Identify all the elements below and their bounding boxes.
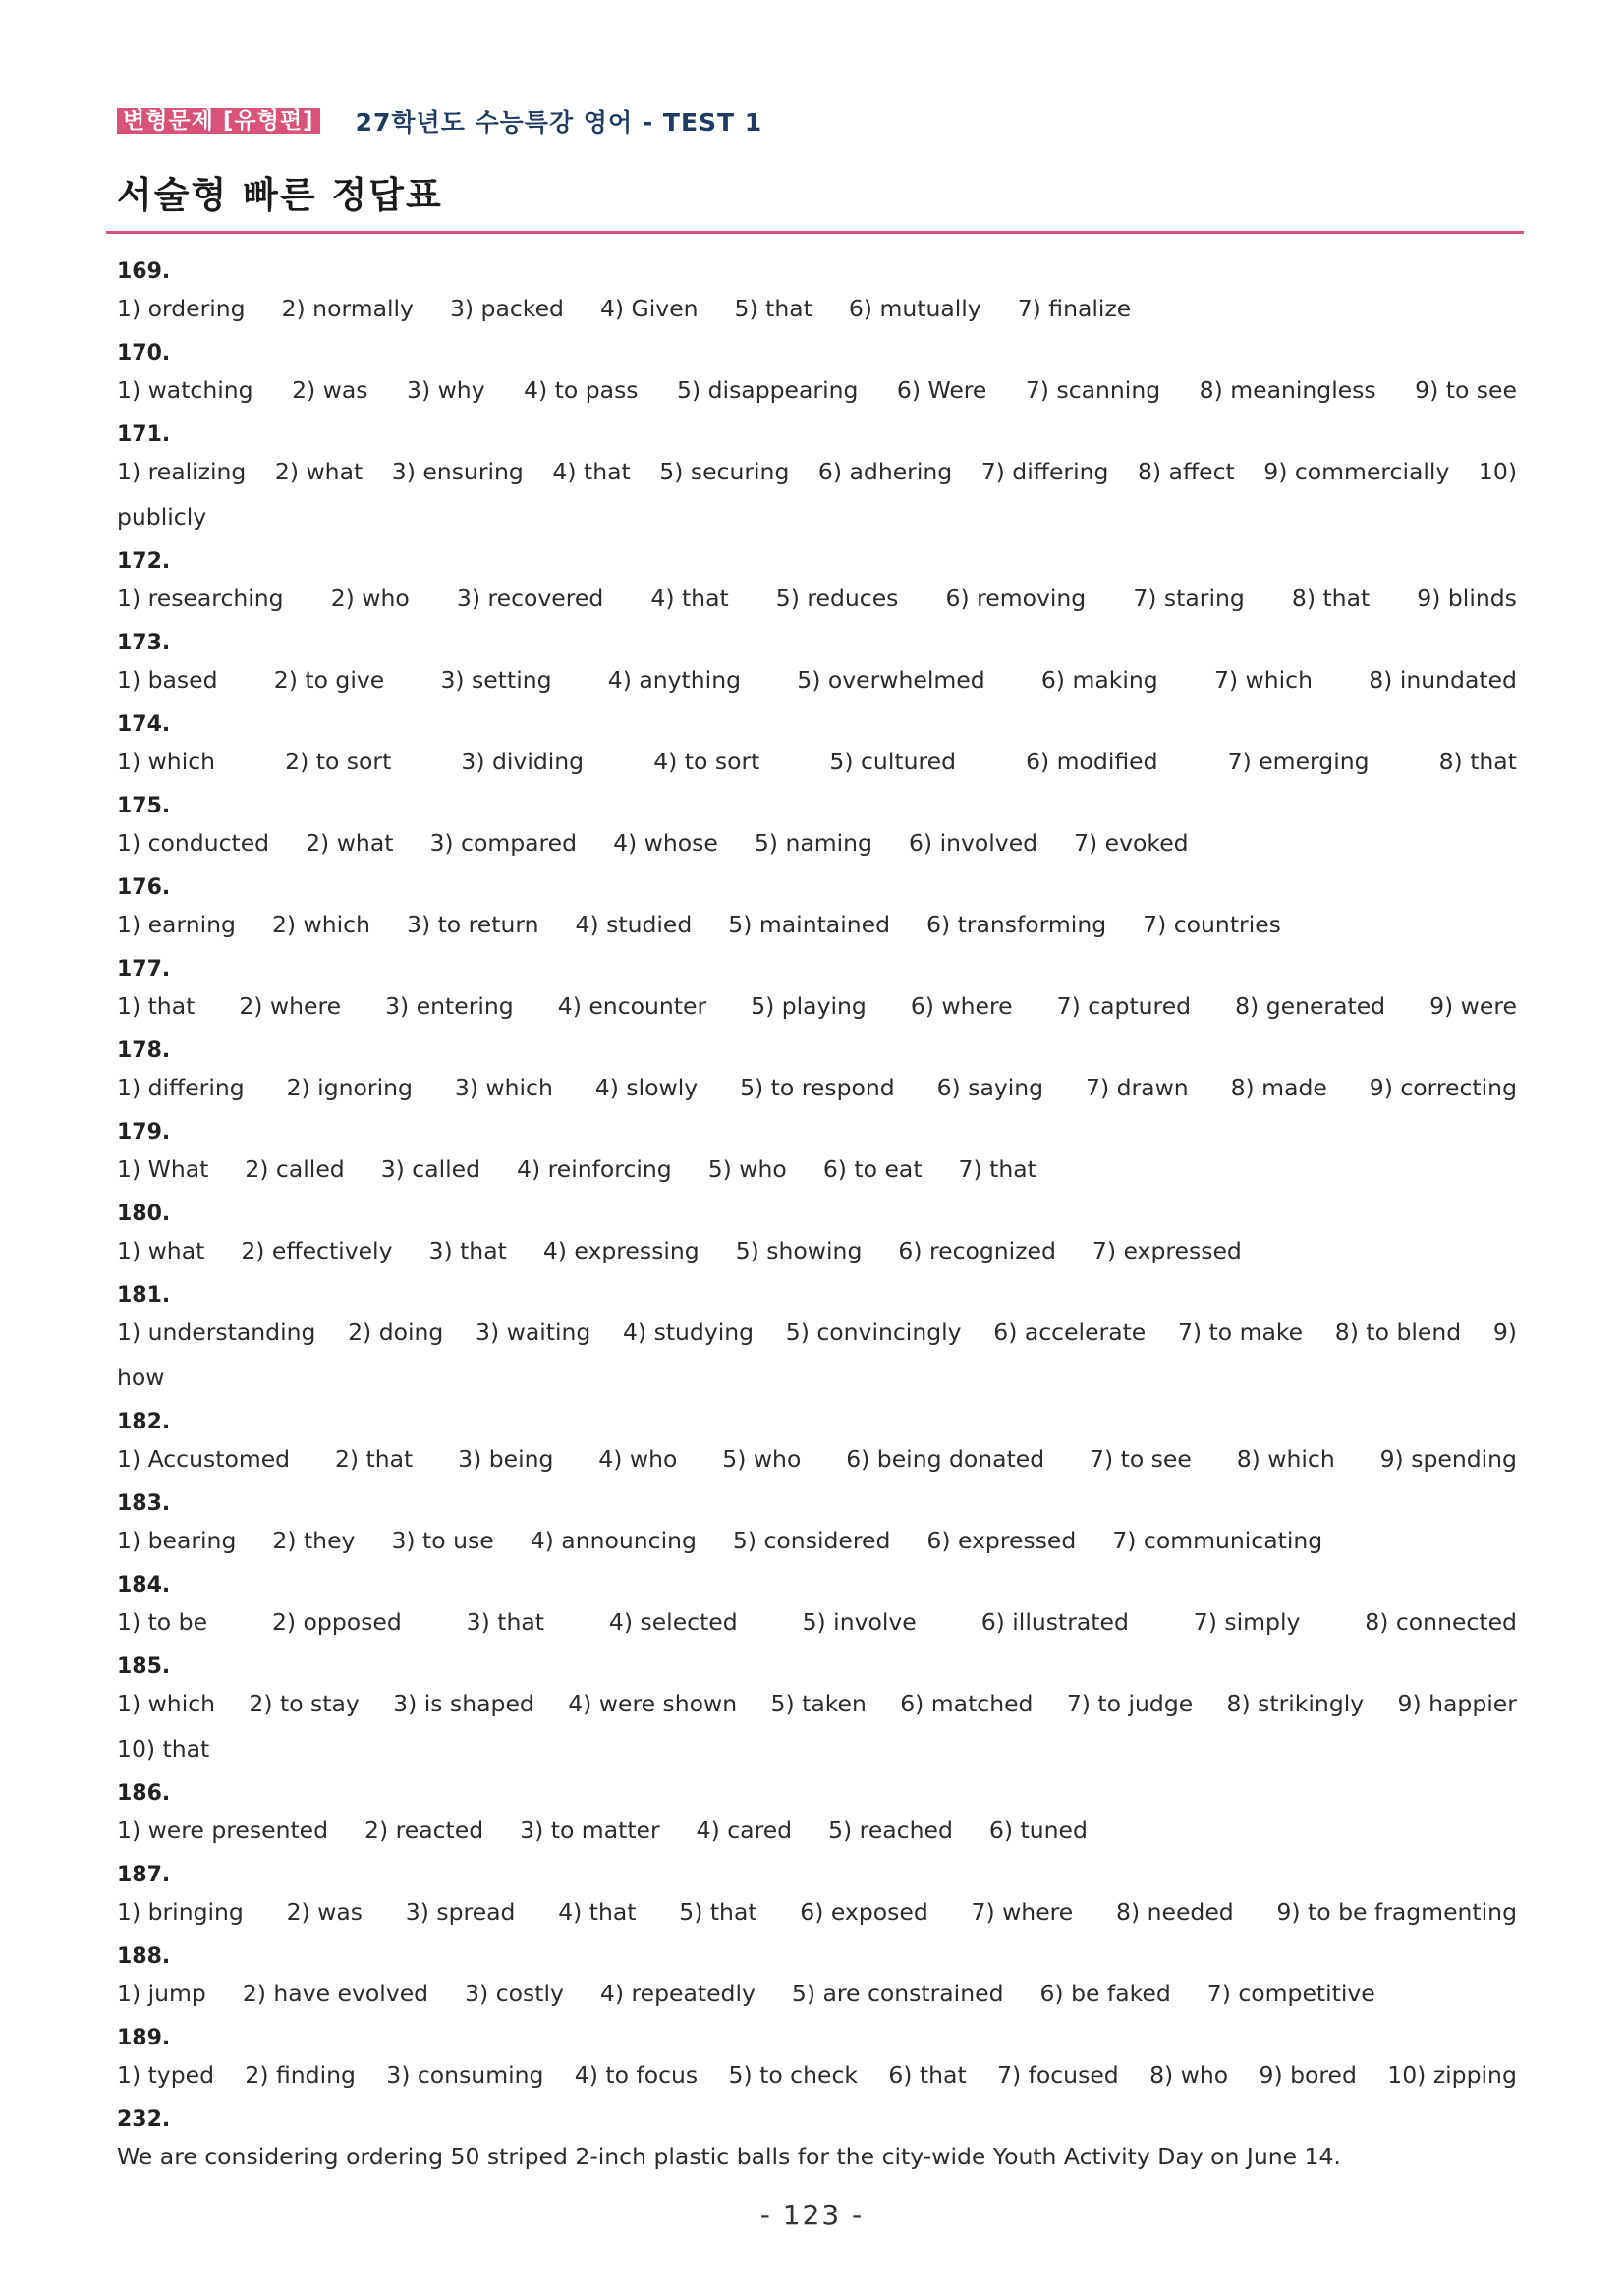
answer-item: 3) setting	[440, 666, 552, 694]
answer-item: 1) researching	[117, 585, 284, 612]
header-title: 27학년도 수능특강 영어 - TEST 1	[355, 108, 763, 137]
answer-item: 7) to judge	[1066, 1690, 1194, 1717]
answer-line	[117, 449, 1517, 494]
answer-item: 8) made	[1230, 1074, 1327, 1101]
answer-item: 6) saying	[936, 1074, 1044, 1101]
answer-item: 3) to matter	[520, 1817, 660, 1844]
answer-item: 3) waiting	[476, 1318, 591, 1346]
answer-item: 5) are constrained	[791, 1980, 1004, 2007]
question-number: 172.	[117, 549, 171, 574]
answer-item: 3) to use	[391, 1527, 494, 1554]
answer-item: 5) to respond	[740, 1074, 895, 1101]
answer-item: 9) spending	[1379, 1445, 1517, 1473]
answer-item: 8) that	[1438, 748, 1517, 775]
answer-item: 5) overwhelmed	[797, 666, 985, 694]
answer-entry	[117, 1119, 1517, 1192]
answer-item: 2) to give	[273, 666, 385, 694]
answer-item: 3) packed	[449, 295, 564, 322]
answer-item: 7) to see	[1090, 1445, 1192, 1473]
answer-item: 8) affect	[1137, 458, 1235, 485]
answer-item: 8) generated	[1235, 992, 1386, 1020]
answer-item: 2) finding	[245, 2061, 356, 2089]
answer-item: 8) inundated	[1369, 666, 1517, 694]
answer-item: 6) exposed	[800, 1898, 928, 1926]
answer-item: 7) scanning	[1025, 376, 1161, 404]
answer-item: 2) was	[286, 1898, 364, 1926]
question-number: 173.	[117, 631, 171, 655]
answer-entry	[117, 1201, 1517, 1273]
answer-item: 4) anything	[607, 666, 742, 694]
answer-entry	[117, 874, 1517, 947]
answer-item: 6) being donated	[846, 1445, 1045, 1473]
answer-item: 2) to stay	[249, 1690, 360, 1717]
question-number: 181.	[117, 1283, 171, 1308]
answer-item: 9) correcting	[1369, 1074, 1517, 1101]
answer-entry	[117, 2025, 1517, 2098]
answer-item: 7) which	[1213, 666, 1313, 694]
answer-list	[117, 258, 1517, 2188]
answer-line	[117, 1518, 1517, 1563]
answer-item: 7) expressed	[1092, 1237, 1242, 1264]
answer-item: 6) where	[910, 992, 1013, 1020]
answer-item: 3) recovered	[456, 585, 604, 612]
answer-line	[117, 657, 1517, 702]
answer-item: 7) staring	[1133, 585, 1245, 612]
answer-item: 4) that	[558, 1898, 637, 1926]
answer-item: 4) slowly	[594, 1074, 699, 1101]
answer-item: 6) modified	[1026, 748, 1158, 775]
answer-item: 4) that	[552, 458, 631, 485]
answer-item: 1) Accustomed	[117, 1445, 291, 1473]
answer-item: 5) taken	[770, 1690, 867, 1717]
answer-item: 7) competitive	[1206, 1980, 1375, 2007]
answer-item: 8) who	[1149, 2061, 1229, 2089]
answer-item: how	[117, 1364, 165, 1391]
answer-item: 9) to see	[1415, 376, 1517, 404]
answer-item: 7) communicating	[1112, 1527, 1323, 1554]
question-number: 185.	[117, 1654, 171, 1679]
answer-item: 2) called	[245, 1155, 345, 1183]
answer-item: 4) studied	[575, 911, 693, 938]
answer-item: 1) to be	[117, 1608, 208, 1636]
question-number: 232.	[117, 2107, 171, 2132]
answer-item: 7) emerging	[1227, 748, 1370, 775]
answer-item: 6) involved	[908, 829, 1038, 857]
answer-entry	[117, 340, 1517, 413]
answer-item: 6) recognized	[898, 1237, 1056, 1264]
answer-item: 4) to pass	[524, 376, 639, 404]
answer-item: 2) to sort	[285, 748, 392, 775]
answer-line	[117, 367, 1517, 413]
question-number: 182.	[117, 1410, 171, 1434]
question-number: 177.	[117, 957, 171, 981]
answer-line	[117, 1436, 1517, 1482]
answer-item: 6) mutually	[848, 295, 981, 322]
answer-item: 7) captured	[1056, 992, 1192, 1020]
answer-item: 2) normally	[281, 295, 414, 322]
answer-item: 10) that	[117, 1735, 210, 1763]
answer-item: 7) that	[958, 1155, 1036, 1183]
answer-item: 6) matched	[900, 1690, 1034, 1717]
answer-line	[117, 1310, 1517, 1355]
answer-item: 1) were presented	[117, 1817, 329, 1844]
answer-entry	[117, 711, 1517, 784]
answer-item: 2) they	[272, 1527, 356, 1554]
answer-entry	[117, 956, 1517, 1029]
answer-entry	[117, 2106, 1517, 2179]
answer-item: 5) considered	[732, 1527, 891, 1554]
answer-item: 3) compared	[429, 829, 578, 857]
answer-item: 7) focused	[997, 2061, 1119, 2089]
answer-item: 9) to be fragmenting	[1276, 1898, 1517, 1926]
answer-item: 8) connected	[1365, 1608, 1517, 1636]
answer-entry	[117, 630, 1517, 702]
answer-item: 7) evoked	[1074, 829, 1189, 857]
answer-item: 8) strikingly	[1226, 1690, 1365, 1717]
question-number: 170.	[117, 341, 171, 365]
answer-entry	[117, 1653, 1517, 1771]
answer-item: 7) where	[971, 1898, 1074, 1926]
answer-line	[117, 1228, 1517, 1273]
question-number: 178.	[117, 1038, 171, 1063]
answer-item: 6) to eat	[822, 1155, 923, 1183]
answer-item: 5) to check	[728, 2061, 858, 2089]
answer-item: 4) repeatedly	[599, 1980, 756, 2007]
answer-item: 4) to focus	[574, 2061, 699, 2089]
answer-line	[117, 1147, 1517, 1192]
answer-item: 1) What	[117, 1155, 209, 1183]
answer-item: 7) countries	[1143, 911, 1281, 938]
answer-item: 4) reinforcing	[517, 1155, 672, 1183]
answer-item: 3) that	[466, 1608, 544, 1636]
answer-item: 4) expressing	[542, 1237, 700, 1264]
question-number: 180.	[117, 1202, 171, 1226]
question-number: 174.	[117, 712, 171, 737]
answer-item: 6) that	[888, 2061, 967, 2089]
answer-line	[117, 1971, 1517, 2016]
answer-entry	[117, 548, 1517, 621]
question-number: 175.	[117, 794, 171, 818]
answer-line	[117, 820, 1517, 866]
answer-item: 1) realizing	[117, 458, 247, 485]
answer-line	[117, 576, 1517, 621]
answer-entry	[117, 1490, 1517, 1563]
question-number: 169.	[117, 259, 171, 284]
question-number: 176.	[117, 875, 171, 900]
answer-item: 2) what	[274, 458, 364, 485]
answer-item: 3) to return	[407, 911, 539, 938]
answer-entry	[117, 1943, 1517, 2016]
answer-line	[117, 1355, 1517, 1400]
answer-item: 3) that	[428, 1237, 507, 1264]
answer-item: 1) earning	[117, 911, 236, 938]
page-number: - 123 -	[759, 2199, 865, 2231]
answer-item: 1) which	[117, 1690, 216, 1717]
answer-item: 10)	[1478, 458, 1517, 485]
answer-item: 3) spread	[405, 1898, 516, 1926]
answer-line	[117, 2052, 1517, 2098]
answer-item: 4) whose	[613, 829, 718, 857]
answer-item: 2) effectively	[241, 1237, 393, 1264]
answer-item: 2) was	[292, 376, 368, 404]
answer-item: 9)	[1492, 1318, 1517, 1346]
answer-item: 3) costly	[465, 1980, 564, 2007]
answer-item: 5) disappearing	[677, 376, 859, 404]
answer-entry	[117, 258, 1517, 331]
answer-item: 2) which	[271, 911, 370, 938]
answer-line	[117, 1681, 1517, 1726]
answer-item: 2) what	[306, 829, 394, 857]
answer-item: 7) finalize	[1017, 295, 1132, 322]
answer-item: 8) that	[1291, 585, 1371, 612]
answer-item: 1) watching	[117, 376, 253, 404]
answer-item: 6) Were	[896, 376, 987, 404]
answer-item: 4) who	[598, 1445, 678, 1473]
answer-item: 6) transforming	[926, 911, 1107, 938]
answer-line	[117, 739, 1517, 784]
answer-item: 2) who	[330, 585, 410, 612]
answer-item: 5) that	[679, 1898, 757, 1926]
answer-item: 2) reacted	[364, 1817, 484, 1844]
question-number: 179.	[117, 1120, 171, 1145]
answer-item: 1) differing	[117, 1074, 245, 1101]
answer-item: 5) reached	[828, 1817, 953, 1844]
answer-item: 4) encounter	[557, 992, 707, 1020]
answer-item: 3) which	[454, 1074, 553, 1101]
answer-item: 1) bearing	[117, 1527, 237, 1554]
answer-item: 4) announcing	[530, 1527, 697, 1554]
answer-entry	[117, 1862, 1517, 1934]
answer-item: 10) zipping	[1387, 2061, 1517, 2089]
answer-item: 2) ignoring	[286, 1074, 413, 1101]
answer-item: 8) meaningless	[1199, 376, 1376, 404]
answer-item: 6) making	[1040, 666, 1158, 694]
question-number: 183.	[117, 1491, 171, 1516]
answer-item: 5) convincingly	[785, 1318, 962, 1346]
answer-entry	[117, 1572, 1517, 1645]
answer-item: 7) differing	[980, 458, 1109, 485]
answer-item: 6) illustrated	[980, 1608, 1129, 1636]
answer-line	[117, 902, 1517, 947]
answer-item: 3) is shaped	[393, 1690, 534, 1717]
page-header	[117, 106, 762, 136]
answer-item: 5) playing	[751, 992, 867, 1020]
answer-item: 6) tuned	[988, 1817, 1088, 1844]
answer-item: 9) happier	[1397, 1690, 1517, 1717]
answer-line	[117, 1726, 1517, 1771]
answer-item: 5) who	[707, 1155, 787, 1183]
answer-item: 5) involve	[802, 1608, 917, 1636]
answer-item: 4) Given	[599, 295, 699, 322]
answer-line	[117, 1065, 1517, 1110]
answer-line	[117, 1599, 1517, 1645]
answer-item: 3) called	[380, 1155, 481, 1183]
answer-entry	[117, 1282, 1517, 1400]
answer-item: 3) entering	[385, 992, 514, 1020]
answer-entry	[117, 793, 1517, 866]
answer-item: 1) what	[117, 1237, 205, 1264]
answer-item: 2) opposed	[271, 1608, 402, 1636]
answer-line	[117, 494, 1517, 539]
answer-item: 9) commercially	[1263, 458, 1450, 485]
answer-item: 2) doing	[348, 1318, 444, 1346]
answer-item: 1) typed	[117, 2061, 215, 2089]
answer-item: 4) studying	[622, 1318, 755, 1346]
answer-item: 9) bored	[1259, 2061, 1357, 2089]
answer-item: 4) were shown	[568, 1690, 738, 1717]
page-title: 서술형 빠른 정답표	[117, 174, 443, 216]
question-number: 184.	[117, 1573, 171, 1597]
answer-item: 6) accelerate	[993, 1318, 1147, 1346]
answer-item: 5) showing	[735, 1237, 863, 1264]
answer-item: 5) cultured	[829, 748, 956, 775]
answer-item: publicly	[117, 503, 207, 531]
answer-item: 5) reduces	[775, 585, 899, 612]
answer-item: 3) consuming	[386, 2061, 544, 2089]
answer-item: 1) conducted	[117, 829, 270, 857]
title-divider	[106, 231, 1524, 234]
answer-item: 4) to sort	[653, 748, 760, 775]
answer-item: 7) simply	[1193, 1608, 1301, 1636]
answer-item: 1) bringing	[117, 1898, 244, 1926]
answer-item: 3) ensuring	[391, 458, 524, 485]
question-number: 171.	[117, 422, 171, 447]
answer-item: 9) blinds	[1417, 585, 1517, 612]
answer-item: 5) that	[734, 295, 812, 322]
section-tag: 변형문제 [유형편]	[117, 108, 320, 134]
answer-line	[117, 1808, 1517, 1853]
answer-item: 2) where	[239, 992, 342, 1020]
answer-item: 5) maintained	[728, 911, 890, 938]
answer-item: 1) based	[117, 666, 218, 694]
answer-item: 7) drawn	[1086, 1074, 1189, 1101]
answer-item: 1) jump	[117, 1980, 206, 2007]
answer-line	[117, 983, 1517, 1029]
answer-line	[117, 286, 1517, 331]
answer-item: 5) securing	[659, 458, 790, 485]
answer-item: 5) who	[722, 1445, 802, 1473]
answer-entry	[117, 421, 1517, 539]
answer-item: 7) to make	[1177, 1318, 1304, 1346]
answer-item: 3) why	[407, 376, 485, 404]
answer-item: 5) naming	[754, 829, 872, 857]
answer-item: 6) adhering	[817, 458, 953, 485]
answer-item: 6) removing	[945, 585, 1087, 612]
answer-item: 3) dividing	[461, 748, 585, 775]
answer-entry	[117, 1037, 1517, 1110]
answer-item: 6) be faked	[1039, 1980, 1171, 2007]
answer-item: 1) which	[117, 748, 216, 775]
answer-item: 6) expressed	[926, 1527, 1077, 1554]
answer-item: 8) to blend	[1334, 1318, 1462, 1346]
answer-sentence: We are considering ordering 50 striped 2-inch plastic balls for the city-wide Youth Activity Day on June 14.	[117, 2143, 1341, 2170]
answer-item: 2) have evolved	[242, 1980, 429, 2007]
answer-item: 8) which	[1236, 1445, 1335, 1473]
answer-line	[117, 1889, 1517, 1934]
answer-entry	[117, 1409, 1517, 1482]
answer-item: 2) that	[334, 1445, 414, 1473]
question-number: 186.	[117, 1781, 171, 1806]
answer-item: 4) that	[650, 585, 729, 612]
answer-item: 8) needed	[1116, 1898, 1234, 1926]
answer-item: 1) ordering	[117, 295, 246, 322]
answer-entry	[117, 1780, 1517, 1853]
question-number: 188.	[117, 1944, 171, 1969]
answer-item: 1) that	[117, 992, 196, 1020]
question-number: 189.	[117, 2026, 171, 2050]
answer-item: 3) being	[458, 1445, 554, 1473]
answer-item: 1) understanding	[117, 1318, 316, 1346]
answer-item: 4) selected	[608, 1608, 738, 1636]
question-number: 187.	[117, 1863, 171, 1887]
answer-item: 4) cared	[696, 1817, 793, 1844]
answer-item: 9) were	[1429, 992, 1517, 1020]
